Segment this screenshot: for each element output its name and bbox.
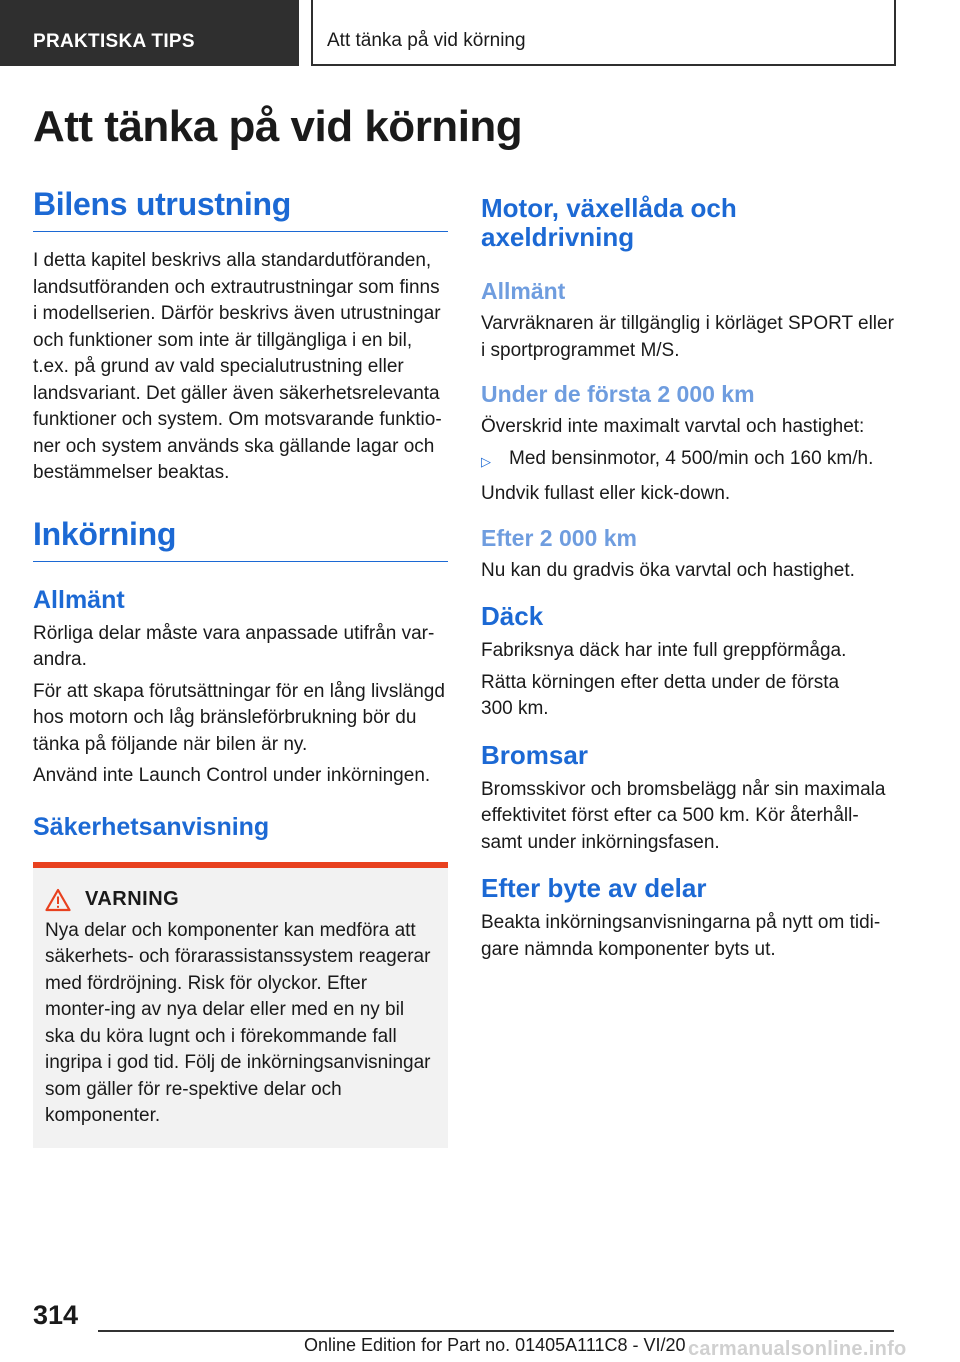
footer-divider [98,1330,894,1332]
page-number: 314 [33,1300,79,1330]
heading-parts: Efter byte av delar [481,873,707,903]
chapter-tab: Att tänka på vid körning [311,0,896,66]
footer-edition: Online Edition for Part no. 01405A111C8 - VI/20 [304,1335,686,1355]
page-header [0,0,960,66]
after-2000-text: Nu kan du gradvis öka varvtal och hastighet. [481,559,855,581]
tires-p1: Fabriksnya däck har inte full greppförmåga. [481,640,847,661]
triangle-bullet-icon: ▷ [481,453,491,469]
equipment-body: I detta kapitel beskrivs alla standardutföranden, landsutföranden och extrautrustningar som finns i modellserien. Därför beskrivs även utrustningar och funktioner som inte är tillgängliga i en bil, t.ex. på grund av vald specialutrustning eller landsvariant. Det gäller även säkerhetsrelevanta funktioner och system. Om motsvarande funktio‐ner och system används ska gällande lagar och bestämmelser beaktas. [33,250,442,483]
break-in-p2: För att skapa förutsättningar för en lång livslängd hos motorn och låg bränsleförbrukning bör du tänka på följande när bilen är ny. [33,680,445,755]
heading-engine: Motor, växellåda och axeldrivning [481,193,737,252]
warning-title: VARNING [85,888,180,910]
break-in-p1: Rörliga delar måste vara anpassade utifrån var‐andra. [33,622,435,670]
heading-equipment: Bilens utrustning [33,186,448,232]
heading-first-2000: Under de första 2 000 km [481,381,755,407]
heading-engine-general: Allmänt [481,278,566,304]
heading-tires: Däck [481,601,544,631]
watermark: carmanualsonline.info [688,1338,907,1360]
warning-header [39,888,432,912]
section-tab: PRAKTISKA TIPS [0,0,299,66]
first-2000-text2: Undvik fullast eller kick-down. [481,483,731,504]
tires-p2: Rätta körningen efter detta under de första 300 km. [481,671,840,719]
engine-general-text: Varvräknaren är tillgänglig i körläget SPORT eller i sportprogrammet M/S. [481,313,894,361]
heading-after-2000: Efter 2 000 km [481,524,637,551]
heading-break-in-general: Allmänt [33,585,125,614]
bullet-text: Med bensinmotor, 4 500/min och 160 km/h. [509,447,874,469]
heading-break-in: Inkörning [33,516,448,562]
list-item [481,446,896,476]
break-in-p3: Använd inte Launch Control under inkörningen. [33,765,431,786]
parts-p1: Beakta inkörningsanvisningarna på nytt om tidi‐gare nämnda komponenter byts ut. [481,912,881,960]
warning-triangle-icon [45,888,71,912]
warning-box [33,862,448,1148]
right-column [481,186,896,968]
brakes-p1: Bromsskivor och bromsbelägg når sin maximala effektivitet först efter ca 500 km. Kör återhåll‐samt under inkörningsfasen. [481,778,886,853]
warning-text: Nya delar och komponenter kan medföra att säkerhets- och förarassistanssystem reagerar med fördröjning. Risk för olyckor. Efter monter‐ing av nya delar eller med en ny bil ska du köra lugnt och i förekommande fall ingripa i god tid. Följ de inkörningsanvisningar som gäller för re‐spektive delar och komponenter. [45,919,431,1126]
heading-safety: Säkerhetsanvisning [33,812,270,841]
left-column [33,186,448,1148]
heading-brakes: Bromsar [481,739,588,770]
first-2000-text: Överskrid inte maximalt varvtal och hastighet: [481,416,865,437]
page-title: Att tänka på vid körning [33,102,523,151]
